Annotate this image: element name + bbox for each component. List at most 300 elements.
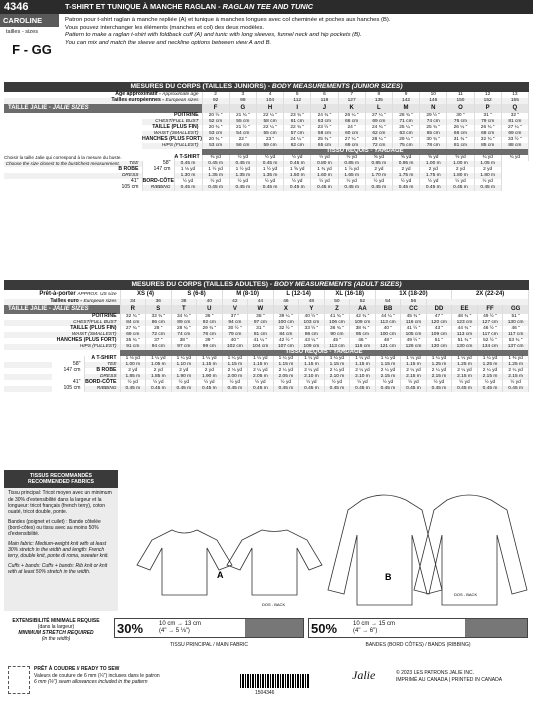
- cell: 102 cm: [222, 344, 248, 350]
- main-stretch-pct: 30%: [117, 621, 144, 636]
- cell: 103 cm: [299, 320, 325, 326]
- cell: 0.45 m: [273, 386, 299, 392]
- cell: 30 ": [447, 113, 474, 119]
- cell: 95 cm: [350, 332, 376, 338]
- fabric-label-en: TEE: [4, 161, 142, 167]
- cell: 45 ": [324, 338, 350, 344]
- cell: 0.45 m: [284, 161, 311, 167]
- cell: 1 ⅛ yd: [120, 356, 146, 362]
- main-stretch-range: 10 cm → 13 cm (4" → 5 ⅛"): [159, 621, 202, 634]
- cell: 0.45 m: [474, 185, 501, 191]
- cell: 1.65 m: [338, 173, 365, 179]
- cell: 33 ½ ": [299, 326, 325, 332]
- cell: 2 yd: [474, 167, 501, 173]
- cell: S: [146, 305, 172, 314]
- cell: 116 cm: [350, 344, 376, 350]
- cell: 1.15 m: [401, 362, 427, 368]
- cell: 0.85 m: [338, 161, 365, 167]
- cell: 2 ¼ yd: [248, 368, 274, 374]
- cell: 92 cm: [197, 320, 223, 326]
- cell: 27 ¼ ": [338, 137, 365, 143]
- band-stretch-range: 10 cm → 15 cm (4" → 6"): [353, 621, 396, 634]
- cell: O: [447, 104, 474, 113]
- cell: 3: [229, 92, 256, 98]
- main-gauge-fill: [245, 619, 303, 637]
- cell: 81 cm: [248, 332, 274, 338]
- cell: 56: [401, 299, 427, 305]
- band-gauge-fill: [465, 619, 527, 637]
- cell: 38: [171, 299, 197, 305]
- cell: 2: [202, 92, 229, 98]
- cell: 84 cm: [120, 320, 146, 326]
- adult-fabric-title: TISSU REQUIS - YARDAGE: [120, 350, 528, 356]
- cell: 23 ¾ ": [284, 113, 311, 119]
- cell: 94 cm: [222, 320, 248, 326]
- adult-section: [4, 280, 529, 392]
- title-bar: [59, 0, 533, 14]
- cell: 22 ¼ ": [256, 125, 283, 131]
- cell: 0.45 m: [350, 386, 376, 392]
- cell: 59 cm: [256, 143, 283, 149]
- cell: 2.10 m: [324, 374, 350, 380]
- cell: 1.90 m: [171, 374, 197, 380]
- cell: ½ yd: [426, 380, 452, 386]
- cell: 88 cm: [501, 143, 528, 149]
- cell: 2.10 m: [299, 374, 325, 380]
- back-caption-a: DOS - BACK: [262, 602, 286, 607]
- cell: 81 cm: [501, 119, 528, 125]
- cell: 66 cm: [338, 119, 365, 125]
- cell: 46 ": [350, 338, 376, 344]
- cell: 69 cm: [501, 131, 528, 137]
- cell: ⅝ yd: [420, 155, 447, 161]
- recommended-p1: Tissu principal: Tricot moyen avec un minimum de 30% d'extensibilité dans la largeur et la longueur: tricot français (french terry), coton ouaté, tricot double, ponte.: [8, 490, 112, 515]
- cell: 24 ¾ ": [365, 125, 392, 131]
- cell: 22 ¾ ": [284, 125, 311, 131]
- cell: 79 cm: [474, 119, 501, 125]
- cell: 6: [311, 92, 338, 98]
- cell: 1 ¼ yd: [197, 356, 223, 362]
- cell: 2.15 m: [452, 374, 478, 380]
- size-range: F - GG: [12, 42, 52, 57]
- barcode-number: 1504346: [255, 690, 275, 696]
- cell: 1.50 m: [284, 173, 311, 179]
- cell: 109 cm: [299, 344, 325, 350]
- cell: 130 cm: [503, 320, 529, 326]
- fabric-label-en: DRESS: [4, 173, 142, 179]
- cell: 40 ": [375, 326, 401, 332]
- tee-back-sketch: [227, 530, 322, 595]
- choose-size-note: Choisir la taille Jalie qui correspond à la mesure du buste. Choose the size closest to the bust/chest measurement.: [4, 155, 122, 166]
- cell: ½ yd: [197, 380, 223, 386]
- cell: FF: [477, 305, 503, 314]
- main-fabric-gauge: [114, 618, 304, 638]
- cell: 127: [338, 98, 365, 104]
- cell: 90 cm: [324, 332, 350, 338]
- recommended-p3: Main fabric: Medium-weight knit with at least 30% stretch in the width and length: French terry, double knit, ponte di roma, sweater knit.: [8, 541, 109, 560]
- cell: 72 cm: [146, 332, 172, 338]
- cell: ½ yd: [452, 380, 478, 386]
- measure-label-en: CHEST/FULL BUST: [52, 320, 120, 326]
- cell: 32 ¾ ": [120, 314, 146, 320]
- cell: 47 ": [426, 314, 452, 320]
- cell: 2 yd: [197, 368, 223, 374]
- cell: 0.45 m: [197, 386, 223, 392]
- cell: ½ yd: [324, 380, 350, 386]
- cell: 68 cm: [474, 131, 501, 137]
- cell: 1 ¼ yd: [299, 356, 325, 362]
- cell: 75 cm: [392, 143, 419, 149]
- recommended-p4: Cuffs + bands: Cuffs + bands: Rib knit or knit with at least 50% stretch in the width.: [8, 563, 108, 576]
- back-caption-b: DOS - BACK: [454, 592, 478, 597]
- cell: 2 ¼ yd: [426, 368, 452, 374]
- cell: 1.30 m: [174, 173, 202, 179]
- cell: 0.45 m: [324, 386, 350, 392]
- cell: ½ yd: [474, 179, 501, 185]
- cell: 0.45 m: [202, 161, 229, 167]
- cell: 1.80 m: [474, 173, 501, 179]
- cell: 33 ¾ ": [146, 314, 172, 320]
- cell: Z: [324, 305, 350, 314]
- cell: 36 ¾ ": [324, 326, 350, 332]
- cell: 72 cm: [365, 143, 392, 149]
- rtw-label: Prêt-à-porter APPROX. US size: [4, 290, 120, 299]
- cell: 0.45 m: [229, 161, 256, 167]
- cell: 28 ¾ ": [171, 326, 197, 332]
- brand-logo: Jalie: [352, 668, 376, 682]
- cell: 65 cm: [311, 143, 338, 149]
- cell: 10: [420, 92, 447, 98]
- cell: 105 cm: [401, 332, 427, 338]
- cell: G: [229, 104, 256, 113]
- cell: 53 cm: [202, 143, 229, 149]
- cell: 25 ¾ ": [420, 125, 447, 131]
- cell: 11: [447, 92, 474, 98]
- cell: 57 cm: [284, 131, 311, 137]
- cell: 123 cm: [452, 320, 478, 326]
- measure-label-en: HIPS (FULLEST): [52, 344, 120, 350]
- cell: CC: [401, 305, 427, 314]
- fabric-width-58: 58" 147 cm: [142, 155, 174, 179]
- cell: 113 cm: [375, 320, 401, 326]
- cell: XL (16-18): [324, 290, 375, 299]
- pattern-number: 4346: [0, 0, 59, 14]
- cell: 106 cm: [324, 320, 350, 326]
- cell: 22 ": [229, 137, 256, 143]
- cell: 79 cm: [222, 332, 248, 338]
- cell: ½ yd: [299, 380, 325, 386]
- cell: 43 ¼ ": [299, 338, 325, 344]
- cell: 2 ¼ yd: [324, 368, 350, 374]
- cell: ½ yd: [477, 380, 503, 386]
- header: [0, 0, 533, 80]
- cell: BB: [375, 305, 401, 314]
- cell: 40: [197, 299, 223, 305]
- cell: 1 ⅝ yd: [284, 167, 311, 173]
- cell: 2.00 m: [222, 374, 248, 380]
- cell: U: [197, 305, 223, 314]
- cell: 21 ½ ": [229, 125, 256, 131]
- cell: ¾ yd: [501, 155, 528, 161]
- cell: 1.75 m: [420, 173, 447, 179]
- cell: 50: [324, 299, 350, 305]
- main-fabric-caption: TISSU PRINCIPAL / MAIN FABRIC: [169, 642, 249, 648]
- cell: L (12-14): [273, 290, 324, 299]
- measure-label-en: WAIST (SMALLEST): [52, 332, 120, 338]
- cell: ½ yd: [365, 179, 392, 185]
- cell: 113 cm: [324, 344, 350, 350]
- euro-label: Tailles euro - European sizes: [4, 299, 120, 305]
- cell: 25 ¾ ": [311, 137, 338, 143]
- cell: 1.00 m: [420, 161, 447, 167]
- cell: ½ yd: [174, 179, 202, 185]
- cell: 0.80 m: [311, 161, 338, 167]
- cell: 0.45 m: [392, 185, 419, 191]
- cell: 74 cm: [420, 119, 447, 125]
- cell: ½ yd: [146, 380, 172, 386]
- cell: 1.00 m: [447, 161, 474, 167]
- cell: 142: [392, 98, 419, 104]
- fabric-label: BORD-CÔTE: [84, 380, 120, 386]
- footer: [0, 660, 533, 701]
- cell: 28 ¼ ": [365, 137, 392, 143]
- measure-label: HANCHES (PLUS FORT): [142, 136, 202, 143]
- model-name: CAROLINE: [0, 14, 59, 27]
- cell: 1.00 m: [120, 362, 146, 368]
- cell: EE: [452, 305, 478, 314]
- cell: 1 ⅞ yd: [338, 167, 365, 173]
- cell: J: [311, 104, 338, 113]
- cell: 39 ": [197, 338, 223, 344]
- cell: ½ yd: [248, 380, 274, 386]
- cell: 2 ¼ yd: [375, 368, 401, 374]
- cell: 2 ⅛ yd: [222, 368, 248, 374]
- description: [65, 17, 525, 47]
- cell: 1.35 m: [229, 173, 256, 179]
- cell: 1 ¼ yd: [146, 356, 172, 362]
- cell: M: [392, 104, 419, 113]
- cell: 2.15 m: [477, 374, 503, 380]
- cell: 51 ": [426, 338, 452, 344]
- cell: 0.45 m: [256, 161, 283, 167]
- cell: 1.05 m: [146, 362, 172, 368]
- cell: 0.45 m: [477, 386, 503, 392]
- cell: ½ yd: [375, 380, 401, 386]
- cell: 30 ¾ ": [420, 137, 447, 143]
- cell: 51 ¾ ": [452, 338, 478, 344]
- stretch-gauge-section: [4, 614, 529, 654]
- cell: 52 ½ ": [477, 338, 503, 344]
- cell: 1.60 m: [311, 173, 338, 179]
- cell: 12: [474, 92, 501, 98]
- cell: 2 yd: [120, 368, 146, 374]
- cell: 92: [202, 98, 229, 104]
- cell: 22 ¼ ": [256, 113, 283, 119]
- cell: 63 cm: [392, 131, 419, 137]
- cell: 23 ½ ": [311, 125, 338, 131]
- desc-en-2: You can mix and match the sleeve and neckline options between view A and B.: [65, 39, 272, 46]
- cell: 1.10 m: [171, 362, 197, 368]
- cell: 0.45 m: [222, 386, 248, 392]
- cell: 62 cm: [365, 131, 392, 137]
- cell: 1X (18-20): [375, 290, 452, 299]
- cell: 1.35 m: [202, 173, 229, 179]
- cell: ¾ yd: [474, 155, 501, 161]
- cell: 44: [248, 299, 274, 305]
- measure-label: TAILLE (PLUS FIN): [142, 125, 202, 131]
- cell: 104 cm: [248, 344, 274, 350]
- title-en: RAGLAN TEE AND TUNIC: [222, 2, 314, 11]
- cell: 2 ¼ yd: [452, 368, 478, 374]
- cell: 1.15 m: [273, 362, 299, 368]
- cell: 1.15 m: [222, 362, 248, 368]
- cell: 37 ": [146, 338, 172, 344]
- cell: 8: [365, 92, 392, 98]
- cell: ½ yd: [401, 380, 427, 386]
- cell: 42: [222, 299, 248, 305]
- fabric-width-41: 41" 105 cm: [4, 179, 142, 191]
- cell: ½ yd: [229, 155, 256, 161]
- cell: 38 ": [248, 314, 274, 320]
- cell: 1 ¼ yd: [426, 356, 452, 362]
- cell: 1.25 m: [477, 362, 503, 368]
- cell: 109 cm: [350, 320, 376, 326]
- cell: 2 ¼ yd: [350, 368, 376, 374]
- adult-title: MESURES DU CORPS (TAILLES ADULTES) - BODY MEASUREMENTS (ADULT SIZES): [4, 280, 529, 290]
- fabric-label-en: DRESS: [84, 374, 120, 380]
- cell: ½ yd: [284, 179, 311, 185]
- cell: 119: [311, 98, 338, 104]
- cell: 1.15 m: [324, 362, 350, 368]
- cell: 2.05 m: [273, 374, 299, 380]
- measure-label-en: WAIST (SMALLEST): [142, 131, 202, 137]
- cell: 113 cm: [452, 332, 478, 338]
- cell: 65 cm: [420, 131, 447, 137]
- cell: 1.15 m: [350, 362, 376, 368]
- cell: 1.25 m: [426, 362, 452, 368]
- cell: ⅝ yd: [447, 155, 474, 161]
- cell: 97 cm: [248, 320, 274, 326]
- band-stretch-pct: 50%: [311, 621, 338, 636]
- cell: 1.15 m: [197, 362, 223, 368]
- cell: 13: [501, 92, 528, 98]
- cell: AA: [350, 305, 376, 314]
- cell: 104: [256, 98, 283, 104]
- desc-fr-1: Patron pour t-shirt raglan à manche repliée (A) et tunique à manches longues avec col cheminée et poches aux hanches (B).: [65, 17, 391, 23]
- cell: 1 ½ yd: [256, 167, 283, 173]
- measure-label-en: HIPS (FULLEST): [142, 143, 202, 149]
- cell: 2 yd: [447, 167, 474, 173]
- cell: 30 ½ ": [222, 326, 248, 332]
- cell: 31 ": [474, 113, 501, 119]
- cell: 0.95 m: [392, 161, 419, 167]
- cell: 1 ½ yd: [202, 167, 229, 173]
- tunic-front-sketch: [328, 495, 442, 605]
- cell: S (6-8): [171, 290, 222, 299]
- cell: V: [222, 305, 248, 314]
- fabric-label-en: RIBBING: [142, 185, 174, 191]
- cell: ½ yd: [447, 179, 474, 185]
- cell: 41 ½ ": [401, 326, 427, 332]
- cell: 43 ": [426, 326, 452, 332]
- cell: 0.45 m: [202, 185, 229, 191]
- cell: ½ yd: [503, 380, 529, 386]
- cell: 20 ¾ ": [202, 125, 229, 131]
- cell: 0.45 m: [146, 386, 172, 392]
- cell: 58 cm: [256, 119, 283, 125]
- cell: 23 ": [256, 137, 283, 143]
- cell: 55 cm: [229, 119, 256, 125]
- cell: 126 cm: [401, 344, 427, 350]
- band-caption: BANDES (BORD CÔTES) / BANDS (RIBBING): [365, 642, 471, 648]
- cell: 0.45 m: [229, 185, 256, 191]
- fabric-label-en: TEE: [84, 362, 120, 368]
- cell: 112: [284, 98, 311, 104]
- cell: 2 ¼ yd: [273, 368, 299, 374]
- cell: 98: [229, 98, 256, 104]
- ready-to-sew-icon: [8, 666, 30, 694]
- cell: 81 cm: [447, 143, 474, 149]
- cell: ½ yd: [229, 179, 256, 185]
- tunic-back-sketch: [414, 495, 527, 605]
- junior-fabric-title: TISSU REQUIS - YARDAGE: [202, 149, 528, 155]
- cell: 48 ": [375, 338, 401, 344]
- cell: 0.45 m: [299, 386, 325, 392]
- cell: ½ yd: [392, 179, 419, 185]
- cell: 100 cm: [273, 320, 299, 326]
- cell: 1.35 m: [256, 173, 283, 179]
- cell: 0.45 m: [120, 386, 146, 392]
- cell: 69 cm: [338, 143, 365, 149]
- cell: 1.75 m: [392, 173, 419, 179]
- cell: ½ yd: [284, 155, 311, 161]
- cell: 1.15 m: [375, 362, 401, 368]
- sizes-label: tailles - sizes: [6, 29, 39, 35]
- cell: 49 ½ ": [477, 314, 503, 320]
- cell: 0.45 m: [420, 185, 447, 191]
- cell: 1 ¼ yd: [350, 356, 376, 362]
- cell: 56 cm: [229, 143, 256, 149]
- cell: 1 ¼ yd: [452, 356, 478, 362]
- barcode: [240, 674, 310, 688]
- cell: 26 ¼ ": [338, 113, 365, 119]
- cell: 31 ¾ ": [447, 137, 474, 143]
- recommended-p2: Bandes (poignet et cuilet) : Bande côtelée (bord-côtes) ou tissu avec au moins 50% d'extensibilité.: [8, 518, 101, 537]
- cell: 26 ¼ ": [447, 125, 474, 131]
- stretch-label: EXTENSIBILITÉ MINIMALE REQUISE (dans la largeur) MINIMUM STRETCH REQUIRED (in the width): [12, 618, 100, 642]
- fabric-label: A T-SHIRT: [174, 155, 202, 161]
- cell: ½ yd: [202, 179, 229, 185]
- cell: 29 ½ ": [420, 113, 447, 119]
- cell: 40 ": [222, 338, 248, 344]
- cell: 2.15 m: [503, 374, 529, 380]
- desc-fr-2: Vous pouvez interchanger les éléments (manches et col) des deux modèles.: [65, 24, 265, 31]
- recommended-fabrics: [4, 470, 118, 611]
- cell: 134 cm: [477, 344, 503, 350]
- fabric-width-41: 41" 105 cm: [52, 380, 84, 392]
- cell: Y: [299, 305, 325, 314]
- cell: T: [171, 305, 197, 314]
- cell: ½ yd: [420, 179, 447, 185]
- cell: 32 ¾ ": [474, 137, 501, 143]
- cell: 86 cm: [146, 320, 172, 326]
- cell: 100 cm: [375, 332, 401, 338]
- cell: ½ yd: [222, 380, 248, 386]
- view-b-label: B: [385, 572, 392, 582]
- cell: 41 ¼ ": [248, 338, 274, 344]
- cell: 5: [284, 92, 311, 98]
- cell: XS (4): [120, 290, 171, 299]
